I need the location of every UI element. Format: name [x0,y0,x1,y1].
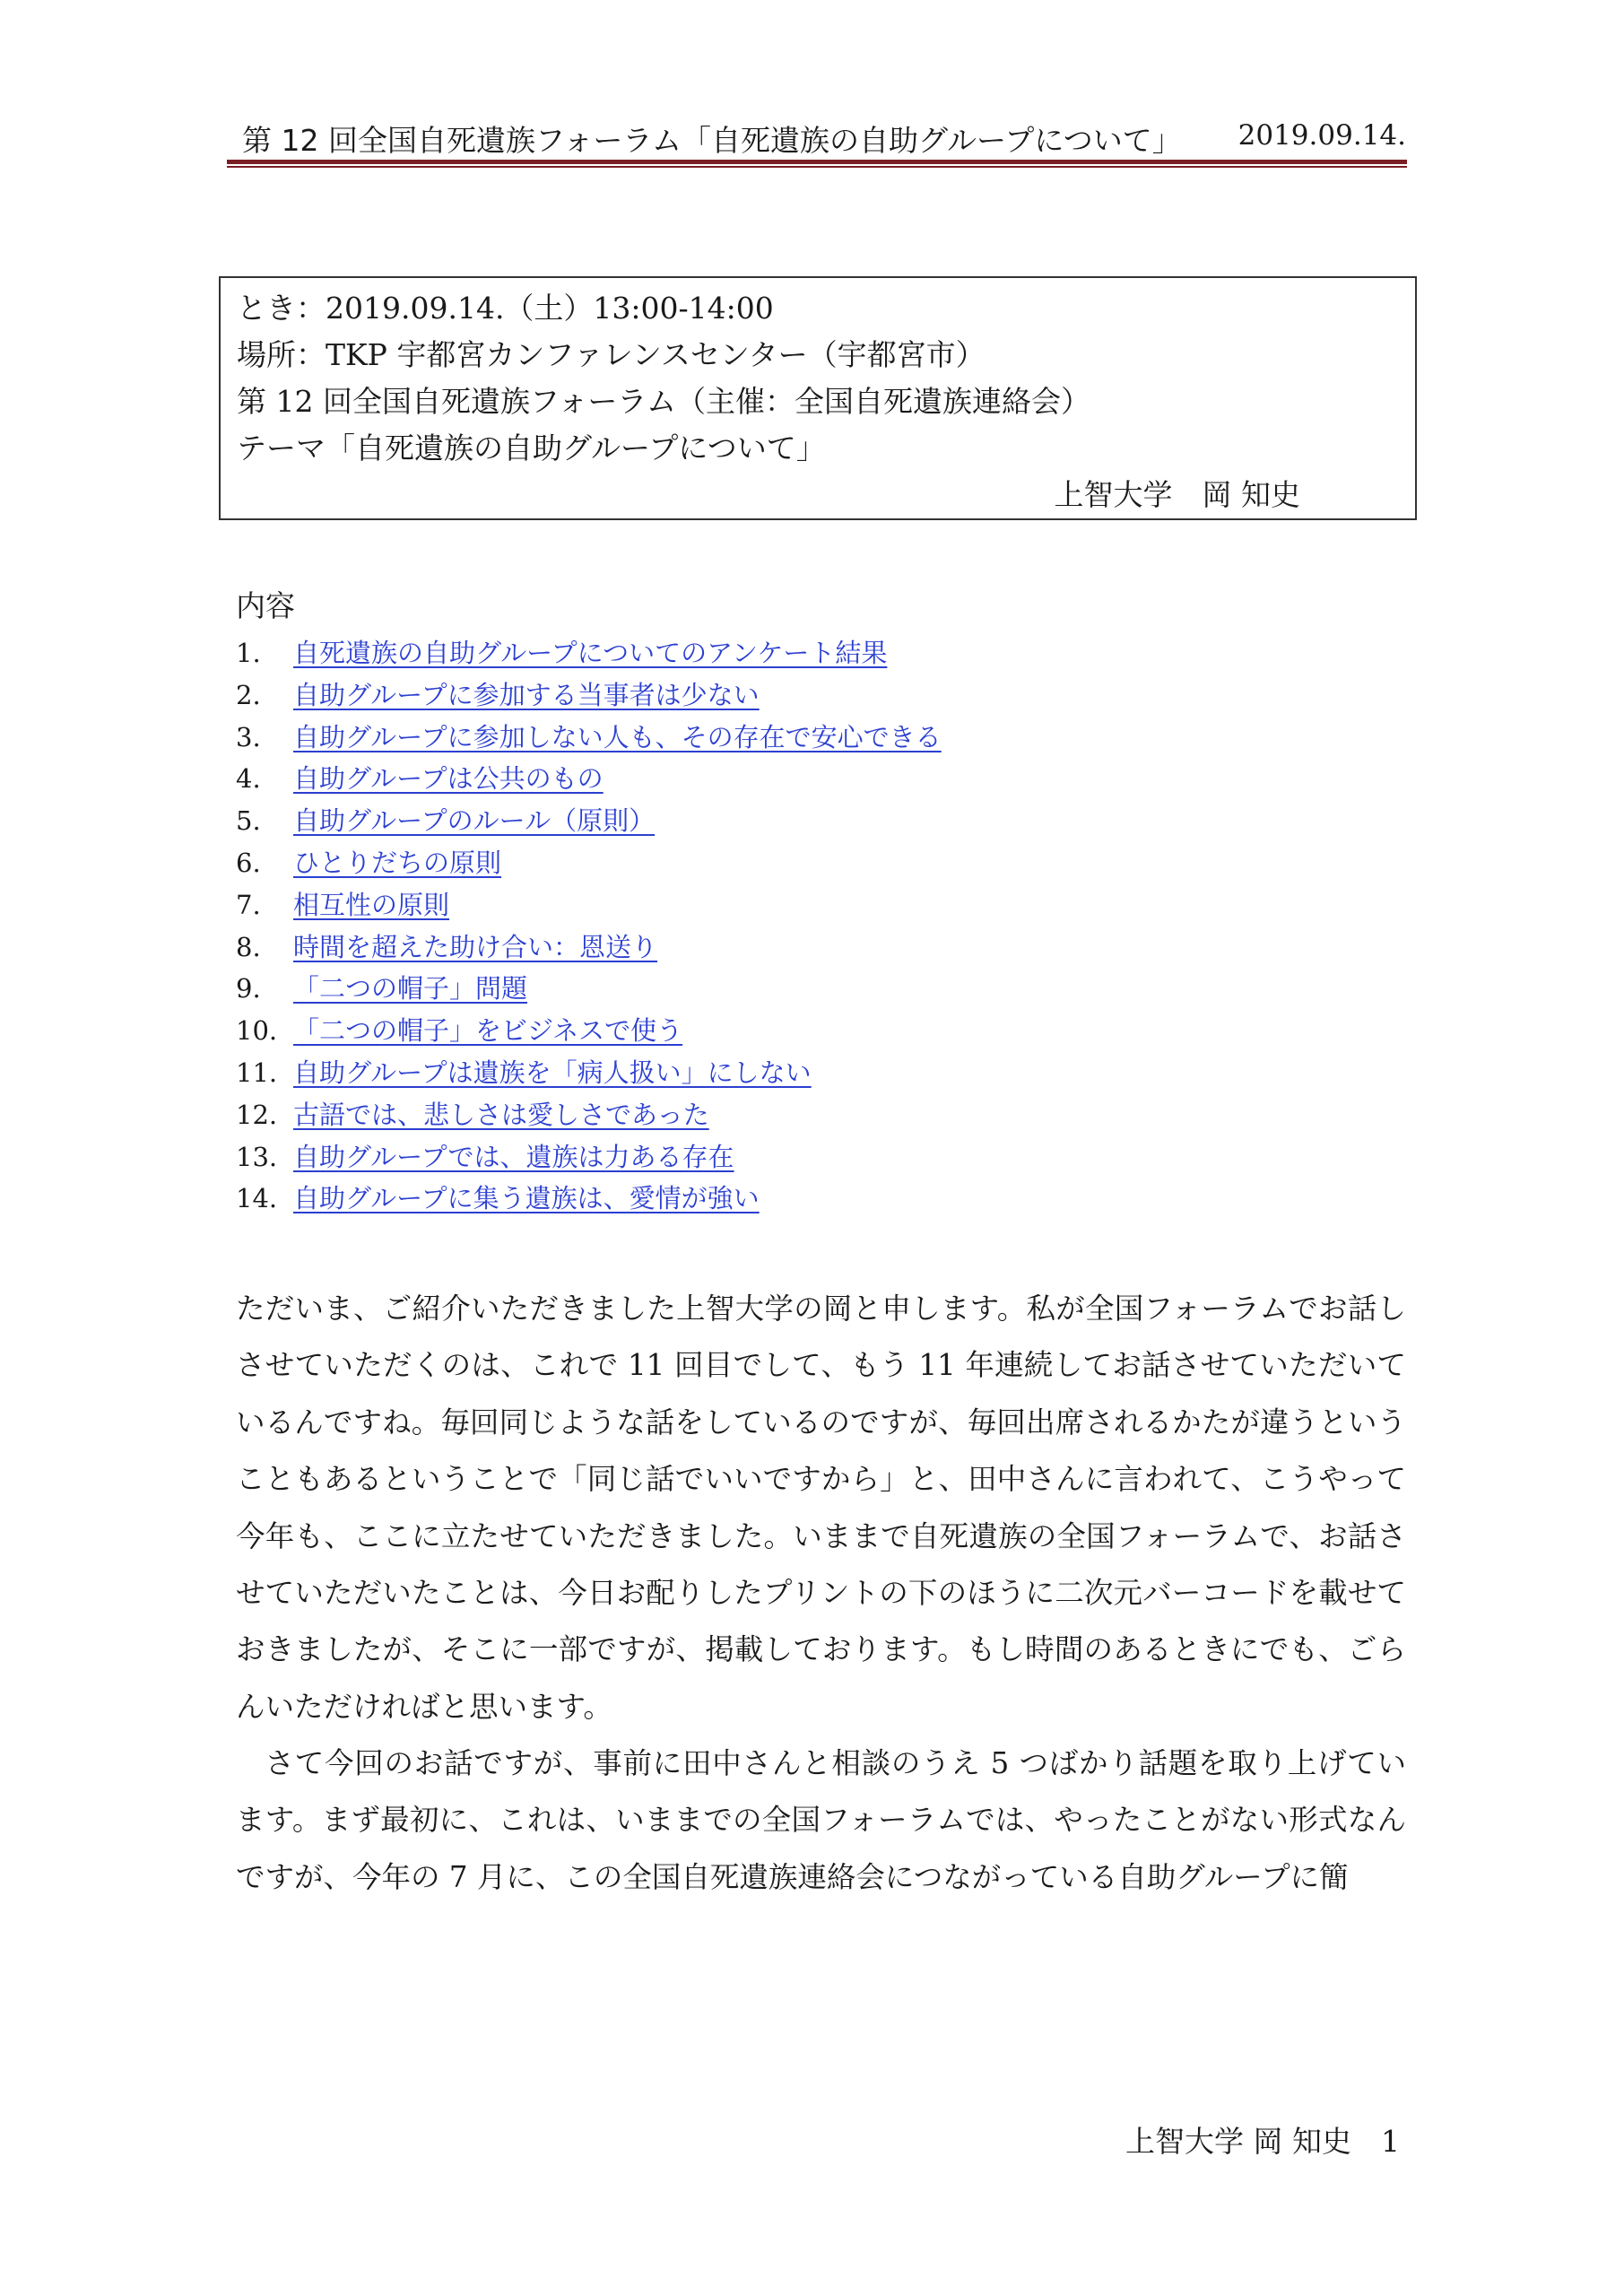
event-info-box [219,276,1417,520]
toc-link[interactable]: 自助グループに参加する当事者は少ない [293,679,760,710]
toc-link[interactable]: 自助グループでは、遺族は力ある存在 [293,1141,734,1172]
event-place: 場所：TKP 宇都宮カンファレンスセンター（宇都宮市） [237,337,986,372]
toc-item-number: 2. [236,679,261,710]
toc-link[interactable]: 自助グループに集う遺族は、愛情が強い [293,1183,760,1214]
toc-link[interactable]: ひとりだちの原則 [293,847,502,878]
event-theme: テーマ「自死遺族の自助グループについて」 [237,430,826,465]
toc-link[interactable]: 自助グループは遺族を「病人扱い」にしない [293,1057,812,1088]
lecture-body [236,1281,1406,1906]
header-divider [227,160,1407,168]
toc-item-number: 8. [236,931,261,962]
event-author: 上智大学 岡 知史 [1054,477,1300,512]
toc-heading: 内容 [236,588,295,623]
toc-link[interactable]: 自助グループのルール（原則） [293,805,656,837]
body-paragraph: ただいま、ご紹介いただきました上智大学の岡と申します。私が全国フォーラムでお話しさせていただくのは、これで 11 回目でして、もう 11 年連続してお話させていただいているんですね。毎回同じような話をしているのですが、毎回出席されるかたが違うということもあるということで「同じ話でいいですから」と、田中さんに言われて、こうやって今年も、ここに立たせていただきました。いままで自死遺族の全国フォーラムで、お話させていただいたことは、今日お配りしたプリントの下のほうに二次元バーコードを載せておきましたが、そこに一部ですが、掲載しております。もし時間のあるときにでも、ごらんいただければと思います。 [236,1292,1406,1724]
event-time: とき：2019.09.14.（土）13:00-14:00 [237,291,774,326]
toc-link[interactable]: 相互性の原則 [293,889,450,920]
toc-item-number: 7. [236,889,261,920]
toc-link[interactable]: 古語では、悲しさは愛しさであった [293,1099,709,1130]
toc-item-number: 14. [236,1183,278,1214]
toc-link[interactable]: 自助グループは公共のもの [293,763,604,795]
toc-link[interactable]: 自助グループに参加しない人も、その存在で安心できる [293,721,942,752]
toc-item-number: 9. [236,973,261,1004]
toc-item-number: 12. [236,1099,278,1130]
header-title: 第 12 回全国自死遺族フォーラム「自死遺族の自助グループについて」 [242,123,1182,158]
body-paragraph: さて今回のお話ですが、事前に田中さんと相談のうえ 5 つばかり話題を取り上げています。まず最初に、これは、いままでの全国フォーラムでは、やったことがない形式なんですが、今年の 7 月に、この全国自死遺族連絡会につながっている自助グループに簡 [236,1746,1406,1894]
toc-item-number: 10. [236,1015,278,1047]
toc-link[interactable]: 自死遺族の自助グループについてのアンケート結果 [293,638,888,668]
toc-item-number: 1. [236,638,261,668]
toc-item-number: 3. [236,721,261,752]
toc-item-number: 5. [236,805,261,837]
toc-link[interactable]: 時間を超えた助け合い：恩送り [293,931,658,962]
page-footer: 上智大学 岡 知史 1 [1125,2124,1400,2159]
toc-item-number: 6. [236,847,261,878]
page-header [231,112,1406,166]
event-name: 第 12 回全国自死遺族フォーラム（主催：全国自死遺族連絡会） [237,384,1090,419]
toc-link[interactable]: 「二つの帽子」をビジネスで使う [293,1015,683,1047]
toc-item-number: 4. [236,763,261,795]
toc-item-number: 13. [236,1141,278,1172]
toc-link[interactable]: 「二つの帽子」問題 [293,973,528,1004]
header-date: 2019.09.14. [1238,119,1406,152]
toc-item-number: 11. [236,1057,278,1088]
